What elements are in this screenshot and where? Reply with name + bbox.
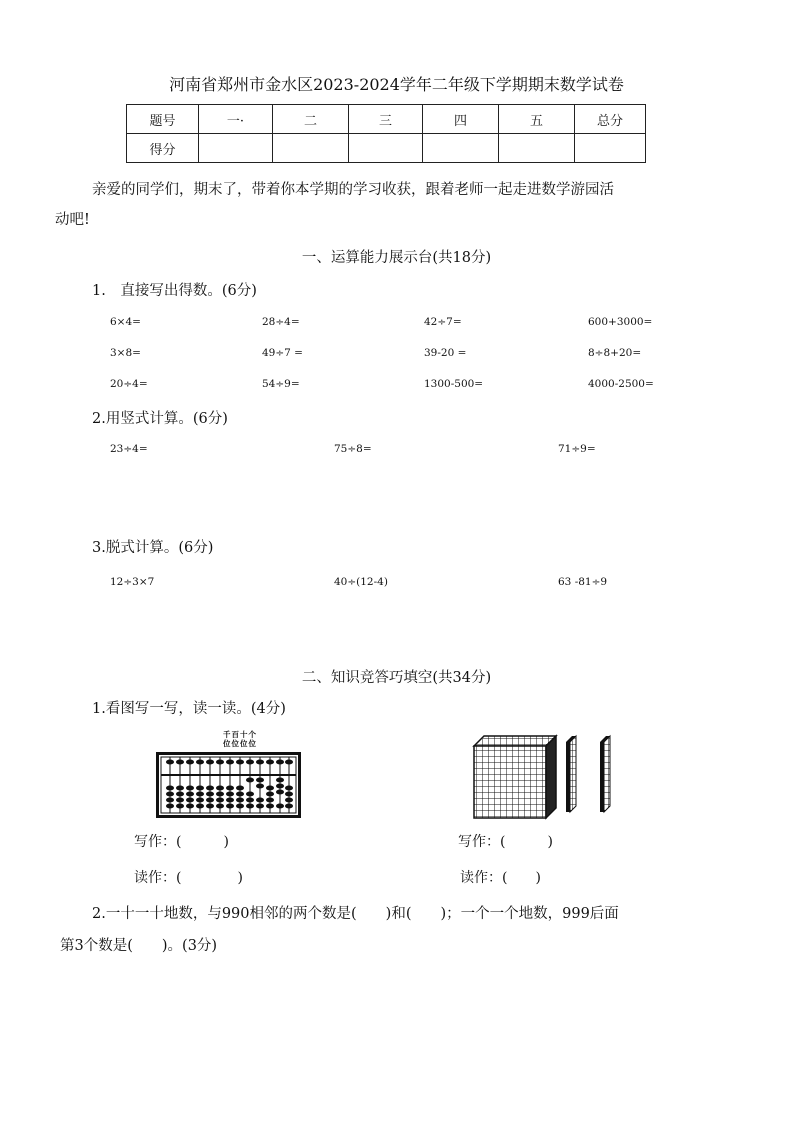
score-cell[interactable] [575,134,646,163]
score-cell[interactable] [199,134,273,163]
score-header-cell: 二 [273,105,349,134]
score-row-label: 得分 [127,134,199,163]
arithmetic-item: 8÷8+20= [588,347,642,359]
score-table-score-row [127,134,646,163]
left-read-blank[interactable]: 读作：( ) [134,870,243,886]
section-2-title: 二、知识竞答巧填空(共34分) [301,670,492,686]
left-write-blank[interactable]: 写作：( ) [134,834,229,850]
abacus-image [156,752,301,818]
vertical-calc-item: 23÷4= [110,443,148,455]
intro-line-2: 动吧! [55,212,90,228]
section-1-q2-label: 2.用竖式计算。(6分) [92,411,228,427]
stepwise-calc-item: 63 -81÷9 [558,576,608,588]
score-cell[interactable] [273,134,349,163]
arithmetic-item: 49÷7 = [262,347,303,359]
score-header-cell: 题号 [127,105,199,134]
intro-line-1: 亲爱的同学们，期末了，带着你本学期的学习收获，跟着老师一起走进数学游园活 [92,182,614,198]
score-cell[interactable] [349,134,423,163]
vertical-calc-item: 71÷9= [558,443,596,455]
vertical-calc-item: 75÷8= [334,443,372,455]
arithmetic-item: 600+3000= [588,316,653,328]
arithmetic-item: 6×4= [110,316,141,328]
score-header-cell: 一· [199,105,273,134]
score-header-cell: 总分 [575,105,646,134]
stepwise-calc-item: 40÷(12-4) [334,576,388,588]
arithmetic-item: 54÷9= [262,378,300,390]
section-1-q1-label: 1. 直接写出得数。(6分) [92,283,257,299]
thousand-cube [474,736,556,818]
score-header-cell: 四 [423,105,499,134]
stepwise-calc-item: 12÷3×7 [110,576,155,588]
right-write-blank[interactable]: 写作：( ) [458,834,553,850]
score-cell[interactable] [499,134,575,163]
score-header-cell: 三 [349,105,423,134]
score-table [126,104,646,163]
hundred-flat [600,736,610,812]
arithmetic-item: 42÷7= [424,316,462,328]
hundred-flat [566,736,576,812]
arithmetic-item: 3×8= [110,347,141,359]
section-2-q2-line-2: 第3个数是( )。(3分) [60,938,218,954]
section-2-q2-line-1: 2.一十一十地数，与990相邻的两个数是( )和( )；一个一个地数，999后面 [92,906,619,922]
abacus-place-sub: 位位位位 [223,739,257,748]
section-1-q3-label: 3.脱式计算。(6分) [92,540,214,556]
arithmetic-item: 1300-500= [424,378,484,390]
arithmetic-item: 20÷4= [110,378,148,390]
right-read-blank[interactable]: 读作：( ) [460,870,541,886]
arithmetic-item: 28÷4= [262,316,300,328]
base-ten-blocks-image [470,732,640,822]
arithmetic-item: 4000-2500= [588,378,654,390]
arithmetic-item: 39-20 = [424,347,467,359]
page-title: 河南省郑州市金水区2023-2024学年二年级下学期期末数学试卷 [169,75,624,94]
score-cell[interactable] [423,134,499,163]
abacus-place-header: 千百十个 [223,730,257,739]
score-header-cell: 五 [499,105,575,134]
section-1-title: 一、运算能力展示台(共18分) [301,250,492,266]
score-table-header-row [127,105,646,134]
section-2-q1-label: 1.看图写一写，读一读。(4分) [92,701,286,717]
